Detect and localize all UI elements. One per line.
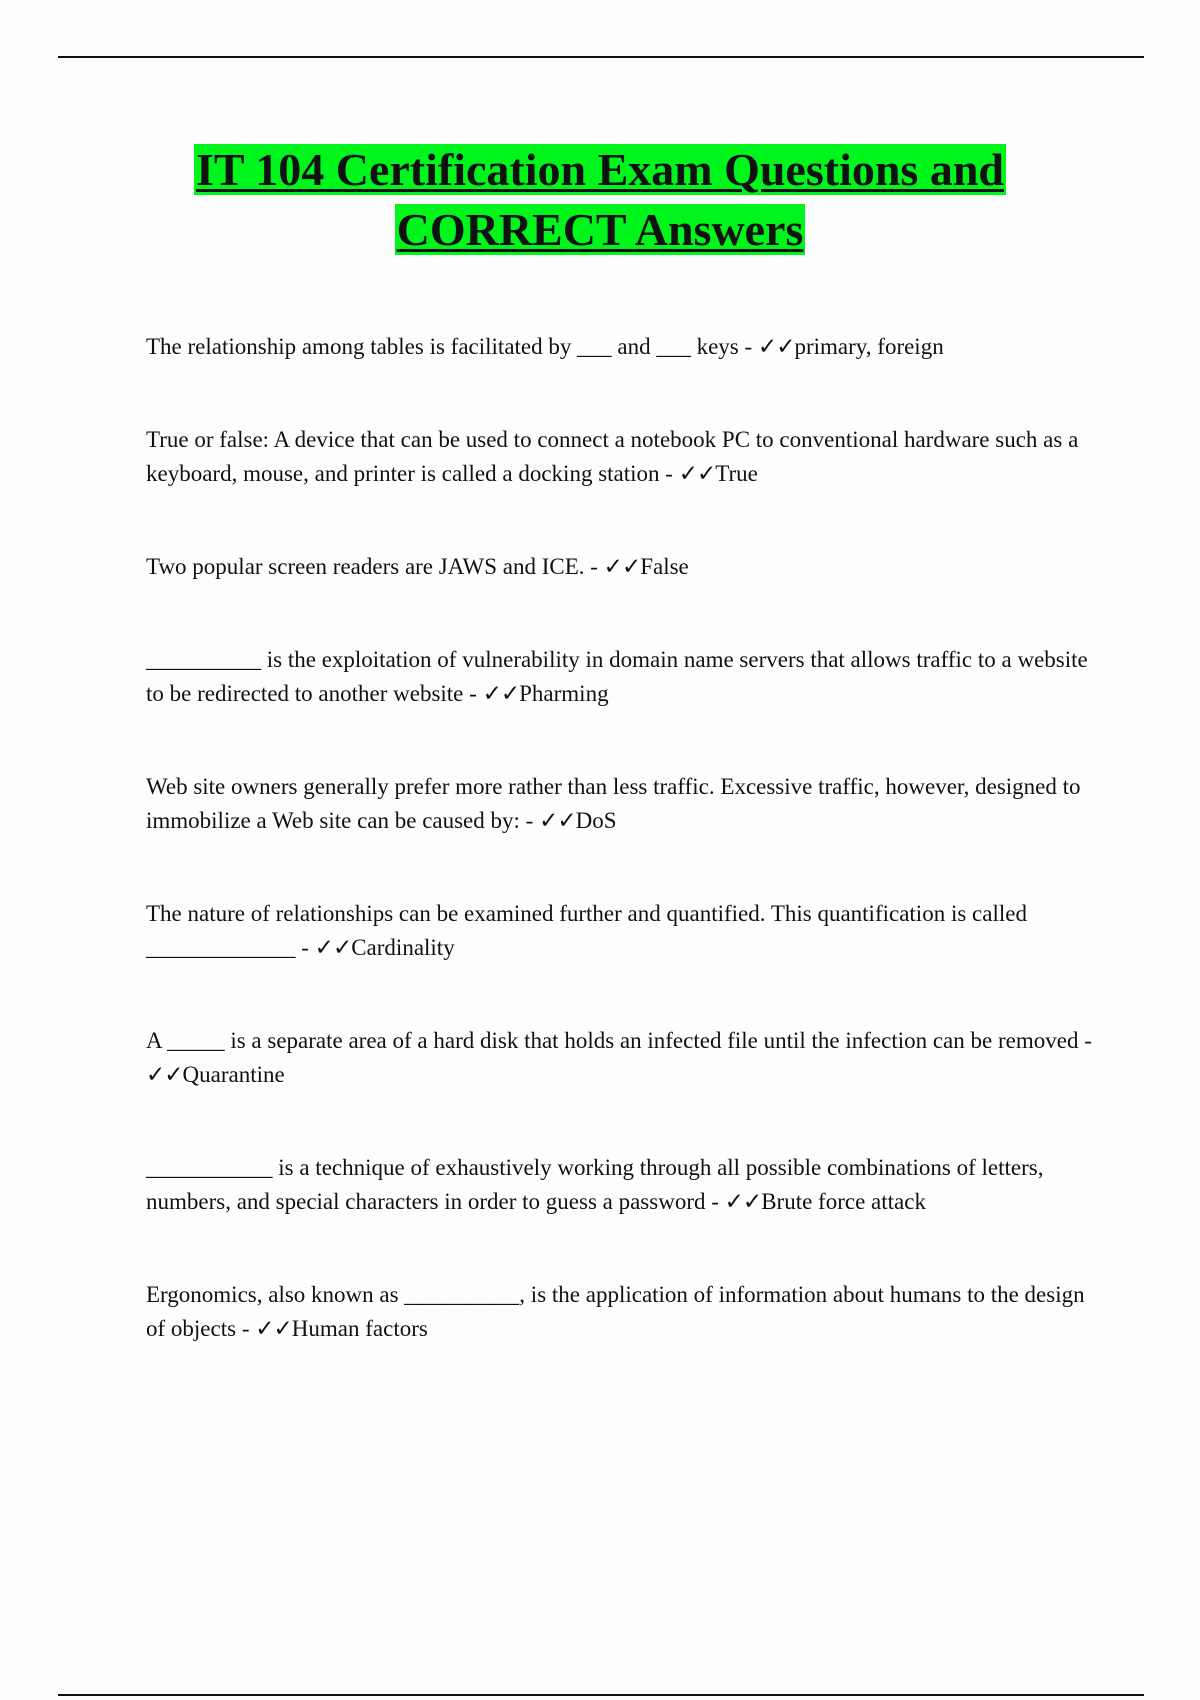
question-answer-list bbox=[146, 330, 1096, 1405]
header-rule bbox=[58, 56, 1144, 58]
double-check-icon: ✓✓ bbox=[757, 334, 795, 359]
qa-item-6 bbox=[146, 897, 1096, 1024]
answer-text: True bbox=[715, 461, 758, 486]
question-text: Web site owners generally prefer more rather than less traffic. Excessive traffic, however, designed to immobilize a Web site can be caused by: bbox=[146, 774, 1081, 833]
footer-rule bbox=[58, 1694, 1144, 1696]
separator: - bbox=[659, 461, 679, 486]
question-text: Two popular screen readers are JAWS and ICE. bbox=[146, 554, 585, 579]
qa-item-9 bbox=[146, 1278, 1096, 1405]
document-title bbox=[100, 140, 1100, 260]
separator: - bbox=[738, 334, 758, 359]
separator: - bbox=[463, 681, 483, 706]
title-line-2: CORRECT Answers bbox=[396, 204, 804, 255]
separator: - bbox=[295, 935, 315, 960]
question-text: Ergonomics, also known as __________, is the application of information about humans to the design of objects bbox=[146, 1282, 1085, 1341]
question-text: __________ is the exploitation of vulnerability in domain name servers that allows traffic to a website to be redirected to another website bbox=[146, 647, 1088, 706]
separator: - bbox=[705, 1189, 725, 1214]
double-check-icon: ✓✓ bbox=[314, 935, 352, 960]
double-check-icon: ✓✓ bbox=[255, 1316, 292, 1341]
title-line-1: IT 104 Certification Exam Questions and bbox=[195, 144, 1005, 195]
answer-text: primary, foreign bbox=[794, 334, 944, 359]
double-check-icon: ✓✓ bbox=[482, 681, 520, 706]
answer-text: Pharming bbox=[519, 681, 609, 706]
qa-item-4 bbox=[146, 643, 1096, 770]
qa-item-1 bbox=[146, 330, 1096, 423]
qa-item-8 bbox=[146, 1151, 1096, 1278]
qa-item-3 bbox=[146, 550, 1096, 643]
question-text: A _____ is a separate area of a hard disk that holds an infected file until the infection can be removed bbox=[146, 1028, 1079, 1053]
question-text: True or false: A device that can be used to connect a notebook PC to conventional hardware such as a keyboard, mouse, and printer is called a docking station bbox=[146, 427, 1079, 486]
answer-text: Quarantine bbox=[182, 1062, 285, 1087]
qa-item-5 bbox=[146, 770, 1096, 897]
qa-item-2 bbox=[146, 423, 1096, 550]
qa-item-7 bbox=[146, 1024, 1096, 1151]
separator: - bbox=[584, 554, 604, 579]
question-text: ___________ is a technique of exhaustively working through all possible combinations of letters, numbers, and special characters in order to guess a password bbox=[146, 1155, 1044, 1214]
separator: - bbox=[236, 1316, 256, 1341]
double-check-icon: ✓✓ bbox=[539, 808, 576, 833]
answer-text: Human factors bbox=[291, 1316, 428, 1341]
separator: - bbox=[1078, 1028, 1092, 1053]
double-check-icon: ✓✓ bbox=[146, 1062, 183, 1087]
question-text: The relationship among tables is facilitated by ___ and ___ keys bbox=[146, 334, 739, 359]
question-text: The nature of relationships can be examined further and quantified. This quantification is called _____________ bbox=[146, 901, 1027, 960]
answer-text: Cardinality bbox=[351, 935, 455, 960]
answer-text: DoS bbox=[575, 808, 617, 833]
answer-text: False bbox=[640, 554, 689, 579]
double-check-icon: ✓✓ bbox=[678, 461, 716, 486]
answer-text: Brute force attack bbox=[761, 1189, 926, 1214]
separator: - bbox=[519, 808, 540, 833]
double-check-icon: ✓✓ bbox=[603, 554, 641, 579]
double-check-icon: ✓✓ bbox=[724, 1189, 762, 1214]
